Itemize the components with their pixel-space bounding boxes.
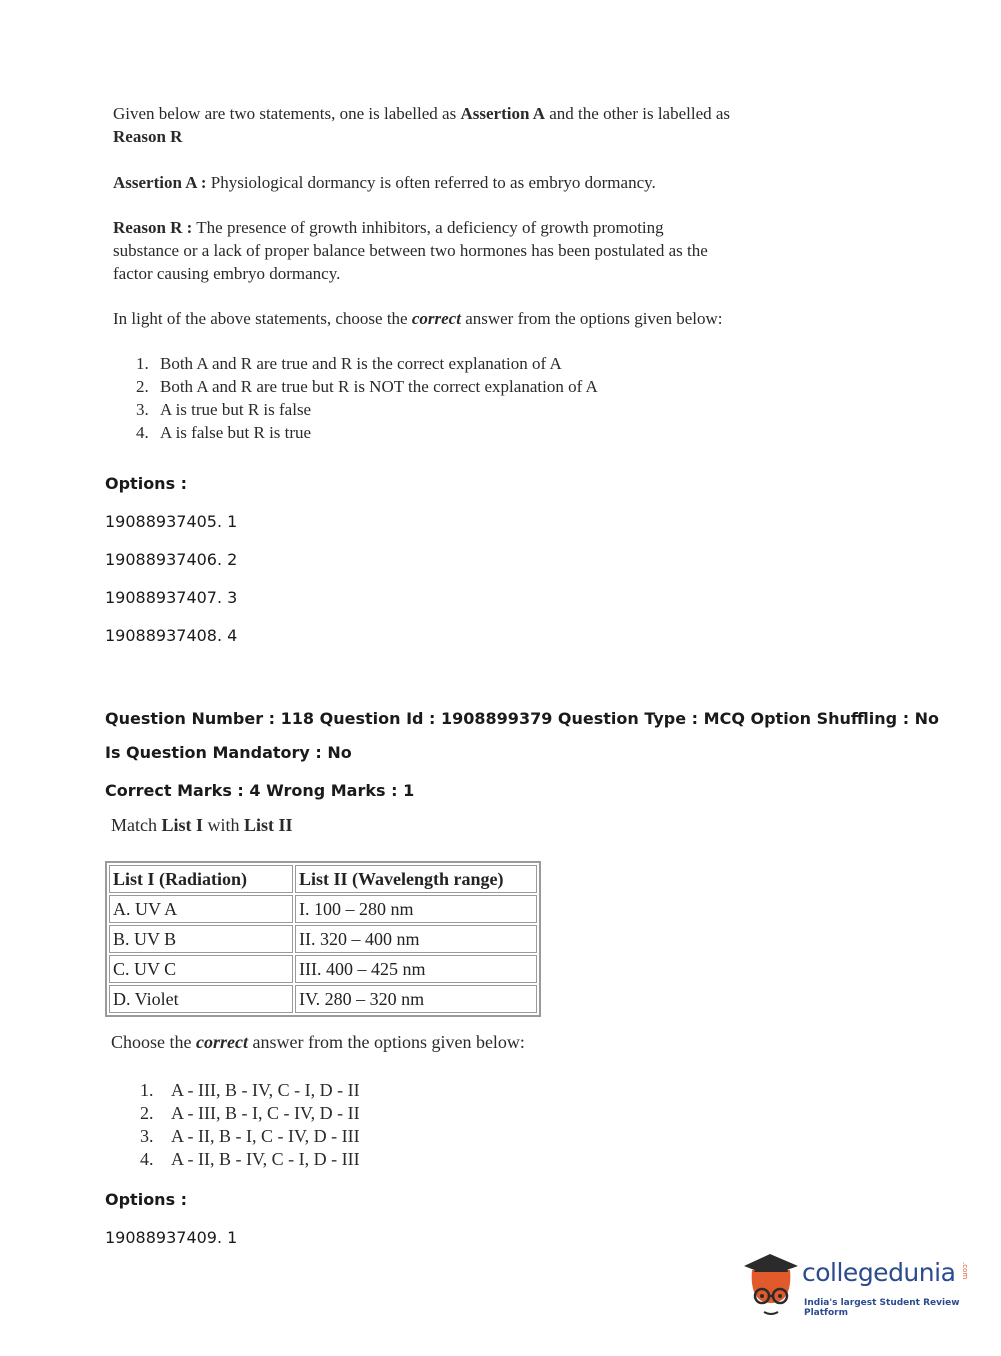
q2-options-label: Options :	[105, 1190, 188, 1209]
question-1-block	[113, 102, 733, 444]
q2-marks: Correct Marks : 4 Wrong Marks : 1	[105, 781, 415, 800]
table-row	[109, 925, 537, 953]
table-header-row	[109, 865, 537, 893]
table-cell: III. 400 – 425 nm	[295, 955, 537, 983]
q1-choice: 2. Both A and R are true but R is NOT the correct explanation of A	[136, 377, 598, 396]
q1-option: 19088937405. 1	[105, 512, 238, 531]
q1-option: 19088937407. 3	[105, 588, 238, 607]
q2-choice: 4. A - II, B - IV, C - I, D - III	[140, 1149, 360, 1169]
table-cell: II. 320 – 400 nm	[295, 925, 537, 953]
logo-name: collegedunia	[802, 1258, 956, 1287]
q1-option: 19088937406. 2	[105, 550, 238, 569]
table-cell: C. UV C	[109, 955, 293, 983]
logo-suffix: .com	[961, 1262, 969, 1280]
table-cell: A. UV A	[109, 895, 293, 923]
q2-choice: 1. A - III, B - IV, C - I, D - II	[140, 1080, 360, 1100]
q2-choice-list	[140, 1079, 360, 1171]
table-row	[109, 955, 537, 983]
q1-choice: 4. A is false but R is true	[136, 423, 312, 442]
q1-reason: Reason R : The presence of growth inhibitors, a deficiency of growth promoting substance or a lack of proper balance between two hormones has been postulated as the factor causing embryo dormancy.	[113, 218, 708, 283]
q2-prompt: Choose the correct answer from the options given below:	[111, 1032, 525, 1052]
q1-prompt: In light of the above statements, choose the correct answer from the options given below:	[113, 309, 723, 328]
table-header-cell: List II (Wavelength range)	[295, 865, 537, 893]
q2-match-table	[105, 861, 541, 1017]
table-cell: D. Violet	[109, 985, 293, 1013]
q2-option: 19088937409. 1	[105, 1228, 238, 1247]
table-cell: I. 100 – 280 nm	[295, 895, 537, 923]
table-cell: B. UV B	[109, 925, 293, 953]
q1-assertion: Assertion A : Physiological dormancy is often referred to as embryo dormancy.	[113, 173, 656, 192]
q1-choice: 3. A is true but R is false	[136, 400, 312, 419]
q2-match-table-wrap	[105, 861, 541, 1017]
mascot-icon	[742, 1248, 802, 1320]
q2-choice: 2. A - III, B - I, C - IV, D - II	[140, 1103, 360, 1123]
q2-match-heading: Match List I with List II	[111, 815, 293, 835]
q2-meta-line2: Is Question Mandatory : No	[105, 743, 352, 762]
q1-choice: 1. Both A and R are true and R is the correct explanation of A	[136, 354, 562, 373]
q2-choice: 3. A - II, B - I, C - IV, D - III	[140, 1126, 360, 1146]
collegedunia-logo	[742, 1248, 972, 1320]
q2-meta-line1: Question Number : 118 Question Id : 1908899379 Question Type : MCQ Option Shuffling : No	[105, 709, 940, 728]
table-cell: IV. 280 – 320 nm	[295, 985, 537, 1013]
q1-option: 19088937408. 4	[105, 626, 238, 645]
q1-choice-list	[136, 352, 733, 444]
q1-options-label: Options :	[105, 474, 188, 493]
table-row	[109, 985, 537, 1013]
table-header-cell: List I (Radiation)	[109, 865, 293, 893]
table-row	[109, 895, 537, 923]
q1-intro: Given below are two statements, one is labelled as Assertion A and the other is labelled as Reason R	[113, 104, 731, 146]
logo-tagline: India's largest Student Review Platform	[804, 1298, 960, 1318]
